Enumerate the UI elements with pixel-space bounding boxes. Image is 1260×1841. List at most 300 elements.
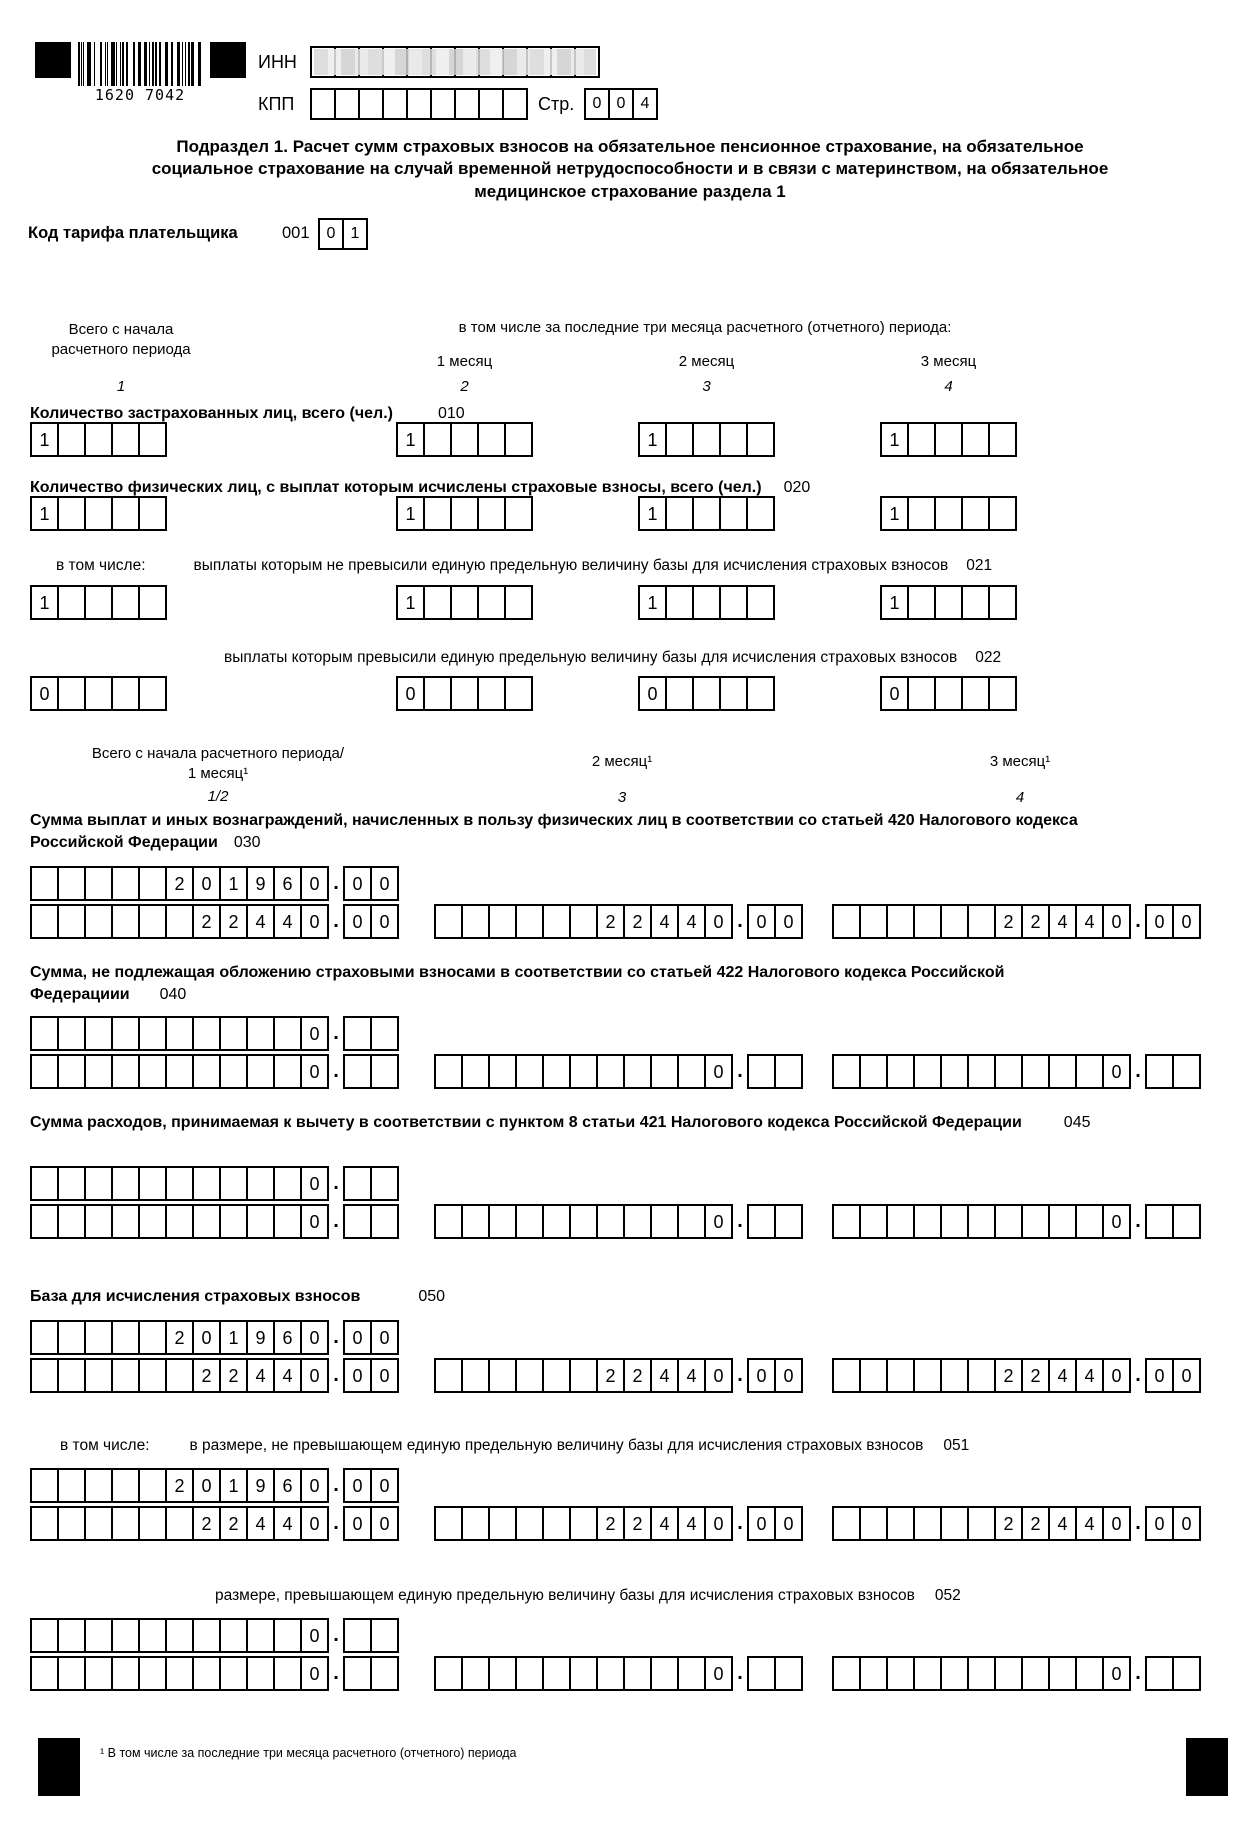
- form-cell: [746, 678, 773, 709]
- form-cell: [623, 1056, 650, 1087]
- form-cell: [994, 1206, 1021, 1237]
- form-cell: [246, 1056, 273, 1087]
- form-cell: [886, 1056, 913, 1087]
- form-cell: [111, 1206, 138, 1237]
- form-cell: [423, 678, 450, 709]
- form-cell: 2: [165, 868, 192, 899]
- form-cell: [461, 906, 488, 937]
- row-052-m3-kop-cells: [1145, 1656, 1201, 1691]
- form-cell: [273, 1168, 300, 1199]
- form-cell: [542, 1658, 569, 1689]
- row-040-total-kop-cells: [343, 1016, 399, 1051]
- inn-label: ИНН: [258, 52, 297, 72]
- form-cell: 0: [608, 90, 632, 118]
- form-cell: 0: [756, 1365, 767, 1386]
- form-cell: [165, 1018, 192, 1049]
- form-cell: 0: [300, 868, 327, 899]
- row-040-m2-kop-cells: [747, 1054, 803, 1089]
- form-cell: [1147, 1056, 1172, 1087]
- form-cell: 1: [405, 503, 416, 524]
- form-cell: [488, 1360, 515, 1391]
- row-052-m1-rub-cells: [30, 1656, 329, 1691]
- form-cell: [246, 1168, 273, 1199]
- form-cell: [219, 1658, 246, 1689]
- form-cell: [834, 1056, 859, 1087]
- form-cell: [515, 1508, 542, 1539]
- form-cell: 0: [1172, 1508, 1199, 1539]
- row-050-m2-rub-cells: [434, 1358, 733, 1393]
- form-cell: [940, 1360, 967, 1391]
- form-cell: 0: [300, 906, 327, 937]
- decimal-separator: [733, 1060, 747, 1083]
- decimal-separator: [329, 1364, 343, 1387]
- form-cell: [32, 906, 57, 937]
- form-cell: [859, 1360, 886, 1391]
- form-cell: 0: [300, 1056, 327, 1087]
- row-030-m2-kop-cells: [747, 904, 803, 939]
- form-cell: [436, 906, 461, 937]
- form-cell: [502, 90, 526, 118]
- form-cell: [913, 1508, 940, 1539]
- form-cell: 0: [756, 1513, 767, 1534]
- row-022-code: 022: [975, 649, 1002, 666]
- form-cell: 9: [246, 1322, 273, 1353]
- form-cell: 6: [273, 1322, 300, 1353]
- form-cell: [913, 1056, 940, 1087]
- form-cell: [477, 424, 504, 455]
- form-cell: [57, 1508, 84, 1539]
- row-045-m1-kop-cells: [343, 1204, 399, 1239]
- form-cell: [488, 1658, 515, 1689]
- form-cell: [515, 1360, 542, 1391]
- row-050-code: 050: [418, 1288, 446, 1305]
- form-cell: [165, 1360, 192, 1391]
- form-cell: [749, 1056, 774, 1087]
- col-number-2: 2: [460, 378, 469, 395]
- form-cell: [934, 678, 961, 709]
- form-cell: [84, 1206, 111, 1237]
- row-021-label: в том числе: выплаты которым не превысили единую предельную величину базы для исчисления страховых взносов 021: [56, 557, 993, 574]
- form-cell: [477, 678, 504, 709]
- form-cell: [859, 906, 886, 937]
- form-cell: [84, 1360, 111, 1391]
- row-040-m2-rub-cells: [434, 1054, 733, 1089]
- row-052-m2-rub-cells: [434, 1656, 733, 1691]
- form-cell: [834, 1360, 859, 1391]
- money-col-header-month-2: 2 месяц¹ 3: [434, 752, 810, 807]
- form-cell: 1: [342, 220, 366, 248]
- form-cell: 0: [300, 1470, 327, 1501]
- decimal-separator: [329, 1022, 343, 1045]
- money-col-number-3: 4: [1015, 788, 1025, 806]
- decimal-separator: [733, 1662, 747, 1685]
- form-cell: [504, 678, 531, 709]
- form-cell: 0: [370, 1508, 397, 1539]
- form-cell: [57, 1620, 84, 1651]
- form-cell: [834, 1658, 859, 1689]
- row-052-total-cells: [0, 1618, 1260, 1654]
- form-cell: [940, 1206, 967, 1237]
- form-cell: 0: [1154, 1365, 1165, 1386]
- form-cell: [1021, 1056, 1048, 1087]
- row-051-label: в том числе: в размере, не превышающем единую предельную величину базы для исчисления страховых взносов 051: [60, 1437, 970, 1454]
- form-cell: [423, 424, 450, 455]
- form-cell: [596, 1658, 623, 1689]
- row-030-total-rub-cells: [30, 866, 329, 901]
- form-cell: [692, 678, 719, 709]
- form-cell: [940, 1508, 967, 1539]
- decimal-separator: [329, 1326, 343, 1349]
- form-cell: [423, 587, 450, 618]
- form-cell: [746, 498, 773, 529]
- form-cell: [665, 587, 692, 618]
- form-cell: [569, 1658, 596, 1689]
- row-040-m3-rub-cells: [832, 1054, 1131, 1089]
- form-cell: [859, 1658, 886, 1689]
- form-cell: [692, 498, 719, 529]
- form-cell: 0: [704, 1360, 731, 1391]
- form-cell: [515, 1056, 542, 1087]
- form-cell: [138, 424, 165, 455]
- form-cell: [138, 1206, 165, 1237]
- form-cell: 1: [889, 429, 900, 450]
- form-cell: 0: [1102, 906, 1129, 937]
- row-010-code: 010: [437, 405, 465, 422]
- form-cell: 1: [405, 592, 416, 613]
- form-cell: 0: [1172, 906, 1199, 937]
- barcode-digits: 1620 7042: [76, 86, 204, 104]
- form-cell: [913, 1658, 940, 1689]
- form-cell: 0: [352, 1365, 363, 1386]
- form-cell: [273, 1620, 300, 1651]
- form-cell: 2: [1021, 1360, 1048, 1391]
- form-cell: [84, 1018, 111, 1049]
- money-col-header-month-3: 3 месяц¹ 4: [832, 752, 1208, 807]
- row-045-code: 045: [1063, 1114, 1091, 1131]
- form-cell: [488, 1508, 515, 1539]
- col-header-month-3: 3 месяц: [920, 353, 977, 370]
- form-cell: [961, 678, 988, 709]
- form-cell: [1075, 1206, 1102, 1237]
- form-cell: 1: [219, 1470, 246, 1501]
- row-052-month-cells: [0, 1656, 1260, 1692]
- form-cell: 2: [192, 1508, 219, 1539]
- form-cell: 0: [647, 683, 658, 704]
- form-cell: [542, 1360, 569, 1391]
- form-cell: [32, 1658, 57, 1689]
- form-cell: 1: [889, 592, 900, 613]
- form-cell: [430, 90, 454, 118]
- form-cell: [665, 678, 692, 709]
- form-cell: [138, 678, 165, 709]
- form-cell: 1: [647, 503, 658, 524]
- form-cell: 0: [1102, 1658, 1129, 1689]
- decimal-separator: [1131, 1210, 1145, 1233]
- form-cell: 4: [1048, 1360, 1075, 1391]
- row-022-label: выплаты которым превысили единую предельную величину базы для исчисления страховых взносов 022: [224, 649, 1002, 666]
- form-cell: 2: [219, 906, 246, 937]
- form-cell: 4: [650, 1360, 677, 1391]
- form-cell: [749, 1658, 774, 1689]
- form-cell: [774, 1056, 801, 1087]
- form-cell: [273, 1056, 300, 1087]
- decimal-separator: [733, 1210, 747, 1233]
- col-header-month-1: 1 месяц: [436, 353, 493, 370]
- form-cell: [1048, 1056, 1075, 1087]
- form-cell: [219, 1056, 246, 1087]
- form-cell: [436, 1658, 461, 1689]
- form-cell: 2: [165, 1322, 192, 1353]
- form-cell: 0: [300, 1620, 327, 1651]
- row-021-col1-cells: [30, 585, 167, 620]
- form-cell: 0: [352, 1475, 363, 1496]
- form-cell: [57, 1470, 84, 1501]
- form-cell: [967, 1206, 994, 1237]
- form-cell: [32, 1206, 57, 1237]
- form-cell: [370, 1018, 397, 1049]
- form-cell: 0: [352, 873, 363, 894]
- decimal-separator: [329, 1474, 343, 1497]
- form-cell: [488, 1206, 515, 1237]
- form-cell: [692, 587, 719, 618]
- form-cell: [886, 1360, 913, 1391]
- form-cell: 0: [704, 1206, 731, 1237]
- row-020-code: 020: [783, 479, 811, 496]
- row-052-m3-rub-cells: [832, 1656, 1131, 1691]
- form-cell: [57, 1018, 84, 1049]
- form-cell: [111, 1508, 138, 1539]
- form-cell: 0: [1102, 1508, 1129, 1539]
- row-045-m2-rub-cells: [434, 1204, 733, 1239]
- form-cell: [246, 1206, 273, 1237]
- col-number-4: 4: [944, 378, 953, 395]
- form-cell: 0: [704, 1508, 731, 1539]
- form-cell: 1: [39, 592, 50, 613]
- form-cell: [358, 90, 382, 118]
- form-cell: [774, 1206, 801, 1237]
- form-cell: [138, 1508, 165, 1539]
- form-cell: [450, 498, 477, 529]
- form-cell: [504, 498, 531, 529]
- form-cell: [57, 1658, 84, 1689]
- form-cell: [111, 1620, 138, 1651]
- form-cell: 1: [889, 503, 900, 524]
- form-cell: 1: [405, 429, 416, 450]
- form-cell: 4: [1075, 1508, 1102, 1539]
- row-050-m1-kop-cells: [343, 1358, 399, 1393]
- form-cell: [934, 587, 961, 618]
- form-cell: [913, 1360, 940, 1391]
- form-cell: [219, 1168, 246, 1199]
- form-cell: 0: [1102, 1056, 1129, 1087]
- form-cell: [423, 498, 450, 529]
- row-030-code: 030: [233, 833, 261, 851]
- form-cell: 0: [192, 1322, 219, 1353]
- form-cell: [967, 1056, 994, 1087]
- form-cell: [569, 906, 596, 937]
- form-cell: [370, 1056, 397, 1087]
- form-cell: [450, 678, 477, 709]
- form-cell: 0: [1154, 1513, 1165, 1534]
- row-050-month-cells: [0, 1358, 1260, 1394]
- form-cell: [834, 906, 859, 937]
- form-cell: [994, 1658, 1021, 1689]
- form-cell: [859, 1508, 886, 1539]
- form-cell: 2: [596, 1508, 623, 1539]
- row-052-code: 052: [934, 1587, 961, 1604]
- kpp-label: КПП: [258, 94, 295, 114]
- row-010-col1-cells: [30, 422, 167, 457]
- form-cell: [1048, 1658, 1075, 1689]
- row-050-m2-kop-cells: [747, 1358, 803, 1393]
- form-cell: 0: [300, 1168, 327, 1199]
- form-cell: [719, 678, 746, 709]
- form-cell: [57, 424, 84, 455]
- form-cell: [719, 587, 746, 618]
- row-052-total-rub-cells: [30, 1618, 329, 1653]
- form-cell: [542, 1056, 569, 1087]
- form-cell: 4: [677, 1508, 704, 1539]
- form-cell: 0: [192, 1470, 219, 1501]
- form-cell: [988, 678, 1015, 709]
- form-cell: 2: [994, 906, 1021, 937]
- row-045-total-cells: [0, 1166, 1260, 1202]
- row-022-cells: [0, 676, 1260, 712]
- row-021-col2-cells: [396, 585, 533, 620]
- form-cell: [84, 1658, 111, 1689]
- form-cell: [859, 1206, 886, 1237]
- form-cell: 4: [246, 1508, 273, 1539]
- form-cell: [436, 1206, 461, 1237]
- form-cell: 0: [370, 1322, 397, 1353]
- form-cell: [961, 587, 988, 618]
- form-cell: [312, 90, 334, 118]
- form-cell: [596, 1056, 623, 1087]
- form-cell: [436, 1056, 461, 1087]
- form-cell: [450, 587, 477, 618]
- form-cell: [84, 1470, 111, 1501]
- form-cell: [84, 424, 111, 455]
- form-cell: [192, 1056, 219, 1087]
- row-051-total-cells: [0, 1468, 1260, 1504]
- row-050-total-cells: [0, 1320, 1260, 1356]
- form-cell: [57, 1360, 84, 1391]
- decimal-separator: [329, 1662, 343, 1685]
- form-cell: [477, 587, 504, 618]
- decimal-separator: [733, 1364, 747, 1387]
- row-045-m3-kop-cells: [1145, 1204, 1201, 1239]
- row-050-total-kop-cells: [343, 1320, 399, 1355]
- form-cell: [111, 1018, 138, 1049]
- form-cell: [273, 1206, 300, 1237]
- form-cell: [32, 1508, 57, 1539]
- form-cell: [84, 868, 111, 899]
- form-cell: 2: [623, 906, 650, 937]
- form-cell: [32, 1168, 57, 1199]
- form-cell: 1: [219, 1322, 246, 1353]
- row-051-code: 051: [943, 1437, 970, 1454]
- form-cell: [273, 1658, 300, 1689]
- form-cell: 0: [592, 95, 602, 112]
- row-022-col4-cells: [880, 676, 1017, 711]
- form-cell: [57, 1206, 84, 1237]
- form-cell: 4: [273, 1508, 300, 1539]
- row-020-col2-cells: [396, 496, 533, 531]
- form-cell: [677, 1658, 704, 1689]
- form-cell: [504, 587, 531, 618]
- form-cell: [111, 1360, 138, 1391]
- row-052-m2-kop-cells: [747, 1656, 803, 1691]
- form-cell: [746, 424, 773, 455]
- form-cell: [345, 1018, 370, 1049]
- form-cell: [138, 1470, 165, 1501]
- inn-value-redaction: [314, 49, 596, 75]
- form-cell: 2: [219, 1508, 246, 1539]
- row-051-m1-rub-cells: [30, 1506, 329, 1541]
- form-cell: [650, 1056, 677, 1087]
- form-cell: 4: [1048, 906, 1075, 937]
- form-cell: [111, 498, 138, 529]
- form-cell: [940, 1658, 967, 1689]
- form-cell: [719, 424, 746, 455]
- form-cell: 6: [273, 1470, 300, 1501]
- form-cell: [450, 424, 477, 455]
- form-cell: 0: [774, 1360, 801, 1391]
- form-cell: [219, 1620, 246, 1651]
- row-030-m3-kop-cells: [1145, 904, 1201, 939]
- form-cell: 4: [1048, 1508, 1075, 1539]
- form-cell: 0: [192, 868, 219, 899]
- form-cell: [165, 1508, 192, 1539]
- form-cell: [542, 1206, 569, 1237]
- row-030-m2-rub-cells: [434, 904, 733, 939]
- form-cell: [1075, 1056, 1102, 1087]
- row-022-col2-cells: [396, 676, 533, 711]
- form-cell: 0: [405, 683, 416, 704]
- row-040-label: Сумма, не подлежащая обложению страховыми взносами в соответствии со статьей 422 Налогового кодекса Российской Федерациии 040: [30, 964, 1005, 1003]
- form-cell: 0: [300, 1322, 327, 1353]
- form-cell: 9: [246, 1470, 273, 1501]
- form-cell: [504, 424, 531, 455]
- form-cell: [111, 424, 138, 455]
- form-cell: [57, 587, 84, 618]
- form-cell: [32, 1470, 57, 1501]
- form-cell: [1147, 1658, 1172, 1689]
- form-cell: 6: [273, 868, 300, 899]
- form-cell: [32, 1360, 57, 1391]
- form-cell: 0: [704, 1056, 731, 1087]
- form-cell: 1: [219, 868, 246, 899]
- decimal-separator: [329, 1060, 343, 1083]
- row-045-month-cells: [0, 1204, 1260, 1240]
- decimal-separator: [1131, 1060, 1145, 1083]
- form-cell: [461, 1360, 488, 1391]
- form-cell: [461, 1508, 488, 1539]
- form-cell: [84, 1056, 111, 1087]
- form-cell: [138, 1018, 165, 1049]
- col-number-1: 1: [116, 378, 126, 395]
- form-cell: [515, 1658, 542, 1689]
- row-010-col3-cells: [638, 422, 775, 457]
- form-cell: [967, 906, 994, 937]
- form-cell: [138, 1620, 165, 1651]
- row-052-total-kop-cells: [343, 1618, 399, 1653]
- form-cell: [219, 1018, 246, 1049]
- form-cell: [138, 868, 165, 899]
- corner-mark-top-left: [35, 42, 71, 78]
- form-cell: 2: [192, 1360, 219, 1391]
- money-col-header-total: Всего с начала расчетного периода/ 1 месяц¹ 1/2: [30, 744, 406, 807]
